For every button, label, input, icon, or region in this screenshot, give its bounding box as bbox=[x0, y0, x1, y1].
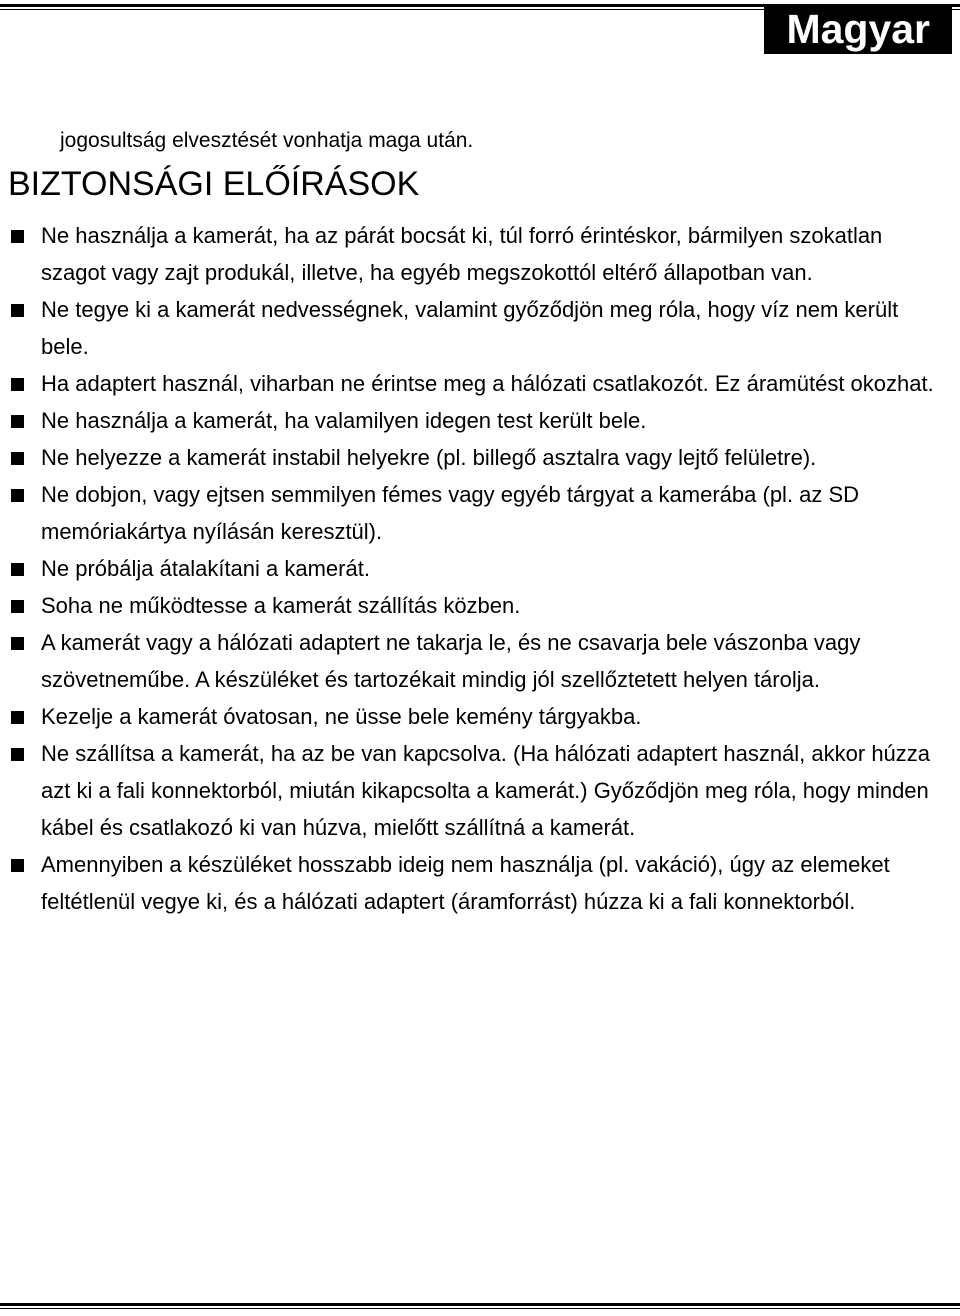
list-item-text: Kezelje a kamerát óvatosan, ne üsse bele kemény tárgyakba. bbox=[41, 704, 642, 729]
list-item bbox=[8, 291, 950, 365]
square-bullet-icon bbox=[11, 415, 24, 428]
section-title: BIZTONSÁGI ELŐÍRÁSOK bbox=[8, 165, 420, 203]
square-bullet-icon bbox=[11, 711, 24, 724]
list-item bbox=[8, 624, 950, 698]
list-item bbox=[8, 735, 950, 846]
list-item-text: Ha adaptert használ, viharban ne érintse meg a hálózati csatlakozót. Ez áramütést okozhat. bbox=[41, 371, 934, 396]
list-item-text: Ne helyezze a kamerát instabil helyekre (pl. billegő asztalra vagy lejtő felületre). bbox=[41, 445, 817, 470]
square-bullet-icon bbox=[11, 563, 24, 576]
list-item-text: Ne használja a kamerát, ha az párát bocsát ki, túl forró érintéskor, bármilyen szokatlan szagot vagy zajt produkál, illetve, ha egyéb megszokottól eltérő állapotban van. bbox=[41, 223, 883, 285]
square-bullet-icon bbox=[11, 748, 24, 761]
language-badge: Magyar bbox=[764, 4, 952, 54]
intro-text: jogosultság elvesztését vonhatja maga után. bbox=[60, 129, 474, 152]
safety-list bbox=[8, 217, 950, 920]
square-bullet-icon bbox=[11, 230, 24, 243]
list-item bbox=[8, 476, 950, 550]
square-bullet-icon bbox=[11, 489, 24, 502]
list-item bbox=[8, 587, 950, 624]
list-item-text: Ne dobjon, vagy ejtsen semmilyen fémes vagy egyéb tárgyat a kamerába (pl. az SD memóriakártya nyílásán keresztül). bbox=[41, 482, 860, 544]
list-item bbox=[8, 698, 950, 735]
square-bullet-icon bbox=[11, 452, 24, 465]
list-item-text: A kamerát vagy a hálózati adaptert ne takarja le, és ne csavarja bele vászonba vagy szövetneműbe. A készüléket és tartozékait mindig jól szellőztetett helyen tárolja. bbox=[41, 630, 861, 692]
footer-rule bbox=[0, 1303, 960, 1309]
list-item bbox=[8, 846, 950, 920]
list-item-text: Ne tegye ki a kamerát nedvességnek, valamint győződjön meg róla, hogy víz nem került bele. bbox=[41, 297, 899, 359]
list-item bbox=[8, 217, 950, 291]
square-bullet-icon bbox=[11, 637, 24, 650]
list-item bbox=[8, 439, 950, 476]
square-bullet-icon bbox=[11, 304, 24, 317]
list-item bbox=[8, 402, 950, 439]
list-item-text: Ne próbálja átalakítani a kamerát. bbox=[41, 556, 370, 581]
list-item bbox=[8, 365, 950, 402]
square-bullet-icon bbox=[11, 378, 24, 391]
list-item-text: Amennyiben a készüléket hosszabb ideig nem használja (pl. vakáció), úgy az elemeket feltétlenül vegye ki, és a hálózati adaptert (áramforrást) húzza ki a fali konnektorból. bbox=[41, 852, 890, 914]
list-item bbox=[8, 550, 950, 587]
list-item-text: Ne használja a kamerát, ha valamilyen idegen test került bele. bbox=[41, 408, 647, 433]
list-item-text: Ne szállítsa a kamerát, ha az be van kapcsolva. (Ha hálózati adaptert használ, akkor húzza azt ki a fali konnektorból, miután kikapcsolta a kamerát.) Győződjön meg róla, hogy minden kábel és csatlakozó ki van húzva, mielőtt szállítná a kamerát. bbox=[41, 741, 931, 840]
square-bullet-icon bbox=[11, 600, 24, 613]
square-bullet-icon bbox=[11, 859, 24, 872]
list-item-text: Soha ne működtesse a kamerát szállítás közben. bbox=[41, 593, 521, 618]
